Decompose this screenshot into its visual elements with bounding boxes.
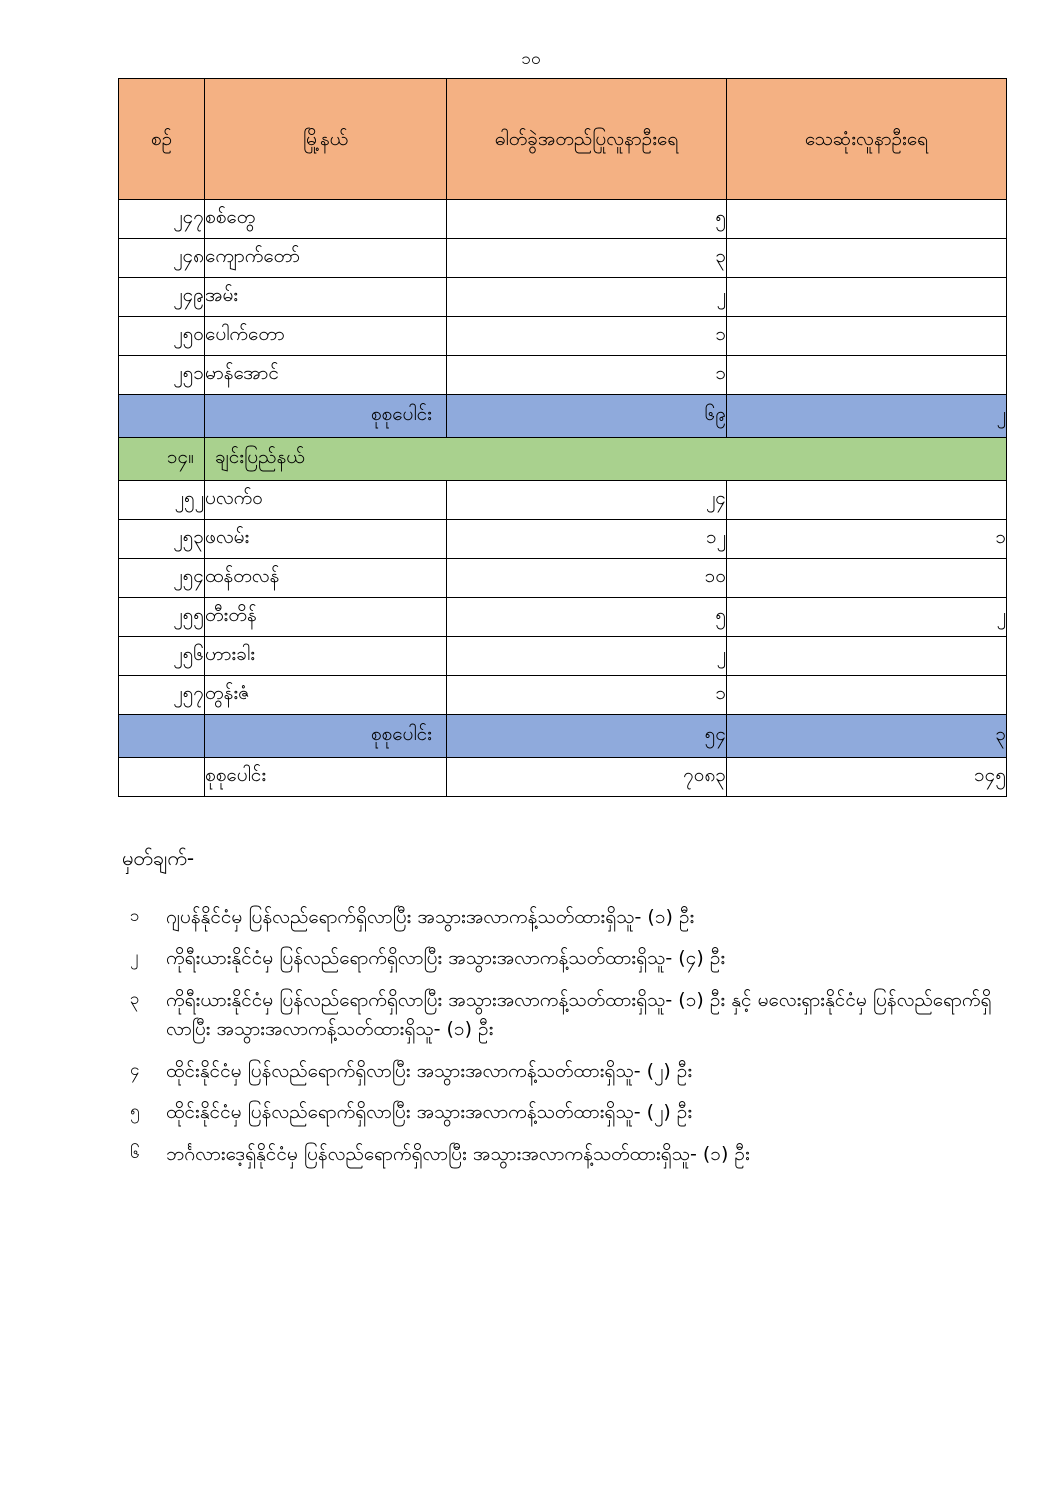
cell-deaths	[727, 676, 1007, 715]
notes-section	[122, 845, 1002, 1181]
table-row	[119, 559, 1007, 598]
cell-cases: ၅	[447, 598, 727, 637]
cell-serial: ၂၅၅	[119, 598, 205, 637]
cell-region-name: ချင်းပြည်နယ်	[205, 438, 1007, 481]
cell-cases: ၂	[447, 278, 727, 317]
cell-deaths: ၁	[727, 520, 1007, 559]
cell-township: တီးတိန်	[205, 598, 447, 637]
cell-serial: ၂၅၂	[119, 481, 205, 520]
table-row	[119, 598, 1007, 637]
cell-cases: ၂	[447, 637, 727, 676]
cell-township: မာန်အောင်	[205, 356, 447, 395]
cell-serial: ၂၅၃	[119, 520, 205, 559]
cell-serial: ၂၅၀	[119, 317, 205, 356]
table-row-subtotal	[119, 715, 1007, 758]
note-item	[122, 986, 1002, 1045]
cell-cases: ၇၀၈၃	[447, 758, 727, 797]
cell-deaths: ၁၄၅	[727, 758, 1007, 797]
note-text: ဘင်္ဂလားဒေ့ရှ်နိုင်ငံမှ ပြန်လည်ရောက်ရှိလာပြီး အသွားအလာကန့်သတ်ထားရှိသူ- (၁) ဦး	[166, 1142, 750, 1165]
cell-cases: ၁၀	[447, 559, 727, 598]
note-text: ကိုရီးယားနိုင်ငံမှ ပြန်လည်ရောက်ရှိလာပြီး အသွားအလာကန့်သတ်ထားရှိသူ- (၁) ဦး နှင့် မလေးရှားနိုင်ငံမှ ပြန်လည်ရောက်ရှိလာပြီး အသွားအလာကန့်သတ်ထားရှိသူ- (၁) ဦး	[166, 988, 992, 1041]
table-row-subtotal	[119, 395, 1007, 438]
cell-empty	[119, 395, 205, 438]
data-table	[118, 78, 1007, 797]
table-row	[119, 481, 1007, 520]
cell-total-label: စုစုပေါင်း	[205, 395, 447, 438]
table-row	[119, 200, 1007, 239]
cell-township: အမ်း	[205, 278, 447, 317]
cell-township: ဖလမ်း	[205, 520, 447, 559]
column-header-no: စဉ်	[119, 79, 205, 200]
table-row	[119, 239, 1007, 278]
cell-cases: ၃	[447, 239, 727, 278]
notes-list	[122, 903, 1002, 1169]
cell-deaths	[727, 239, 1007, 278]
cell-township: ပေါက်တော	[205, 317, 447, 356]
cell-deaths	[727, 278, 1007, 317]
cell-cases: ၁	[447, 356, 727, 395]
table-row	[119, 356, 1007, 395]
cell-cases: ၆၉	[447, 395, 727, 438]
cell-township: ဟားခါး	[205, 637, 447, 676]
cell-total-label: စုစုပေါင်း	[205, 715, 447, 758]
page-number: ၁၀	[521, 49, 541, 69]
cell-township: စစ်တွေ	[205, 200, 447, 239]
cell-serial: ၂၄၈	[119, 239, 205, 278]
table-row	[119, 520, 1007, 559]
note-marker: ၅	[130, 1101, 140, 1122]
table-row-region-header	[119, 438, 1007, 481]
cell-deaths: ၂	[727, 395, 1007, 438]
cell-serial: ၂၄၉	[119, 278, 205, 317]
note-text: ဂျပန်နိုင်ငံမှ ပြန်လည်ရောက်ရှိလာပြီး အသွားအလာကန့်သတ်ထားရှိသူ- (၁) ဦး	[166, 906, 695, 928]
cell-deaths: ၃	[727, 715, 1007, 758]
table-row	[119, 278, 1007, 317]
note-marker: ၁	[130, 906, 140, 926]
note-marker: ၂	[130, 947, 139, 968]
cell-region-serial: ၁၄။	[119, 438, 205, 481]
cell-deaths	[727, 356, 1007, 395]
cell-township: ပလက်ဝ	[205, 481, 447, 520]
table-header-row	[119, 79, 1007, 200]
cell-deaths	[727, 317, 1007, 356]
cell-deaths	[727, 559, 1007, 598]
cell-total-label: စုစုပေါင်း	[205, 758, 447, 797]
column-header-deaths: သေဆုံးလူနာဦးရေ	[727, 79, 1007, 200]
cell-serial: ၂၅၁	[119, 356, 205, 395]
cell-township: တွန်းဇံ	[205, 676, 447, 715]
cell-township: ထန်တလန်	[205, 559, 447, 598]
note-item	[122, 944, 1002, 973]
cell-serial: ၂၅၇	[119, 676, 205, 715]
cell-cases: ၁၂	[447, 520, 727, 559]
cell-serial: ၂၅၆	[119, 637, 205, 676]
cell-cases: ၁	[447, 317, 727, 356]
note-text: ကိုရီးယားနိုင်ငံမှ ပြန်လည်ရောက်ရှိလာပြီး အသွားအလာကန့်သတ်ထားရှိသူ- (၄) ဦး	[166, 947, 726, 970]
note-item	[122, 1098, 1002, 1127]
note-text: ထိုင်းနိုင်ငံမှ ပြန်လည်ရောက်ရှိလာပြီး အသွားအလာကန့်သတ်ထားရှိသူ- (၂) ဦး	[166, 1101, 693, 1124]
note-item	[122, 903, 1002, 932]
table-row	[119, 637, 1007, 676]
cell-deaths	[727, 200, 1007, 239]
note-marker: ၆	[130, 1142, 140, 1163]
table-row	[119, 317, 1007, 356]
note-item	[122, 1057, 1002, 1086]
column-header-township: မြို့နယ်	[205, 79, 447, 200]
note-item	[122, 1140, 1002, 1169]
table-header	[119, 79, 1007, 200]
cell-cases: ၅၄	[447, 715, 727, 758]
covid-township-table	[118, 78, 1006, 797]
note-marker: ၄	[130, 1059, 140, 1080]
cell-serial: ၂၅၄	[119, 559, 205, 598]
notes-title: မှတ်ချက်-	[122, 846, 195, 870]
cell-serial: ၂၄၇	[119, 200, 205, 239]
cell-empty	[119, 758, 205, 797]
cell-cases: ၅	[447, 200, 727, 239]
table-body	[119, 200, 1007, 797]
cell-empty	[119, 715, 205, 758]
cell-deaths: ၂	[727, 598, 1007, 637]
cell-township: ကျောက်တော်	[205, 239, 447, 278]
table-row	[119, 676, 1007, 715]
cell-cases: ၂၄	[447, 481, 727, 520]
column-header-cases: ဓါတ်ခွဲအတည်ပြုလူနာဦးရေ	[447, 79, 727, 200]
cell-cases: ၁	[447, 676, 727, 715]
cell-deaths	[727, 637, 1007, 676]
cell-deaths	[727, 481, 1007, 520]
table-row-grand-total	[119, 758, 1007, 797]
note-text: ထိုင်းနိုင်ငံမှ ပြန်လည်ရောက်ရှိလာပြီး အသွားအလာကန့်သတ်ထားရှိသူ- (၂) ဦး	[166, 1059, 693, 1082]
note-marker: ၃	[130, 988, 140, 1009]
